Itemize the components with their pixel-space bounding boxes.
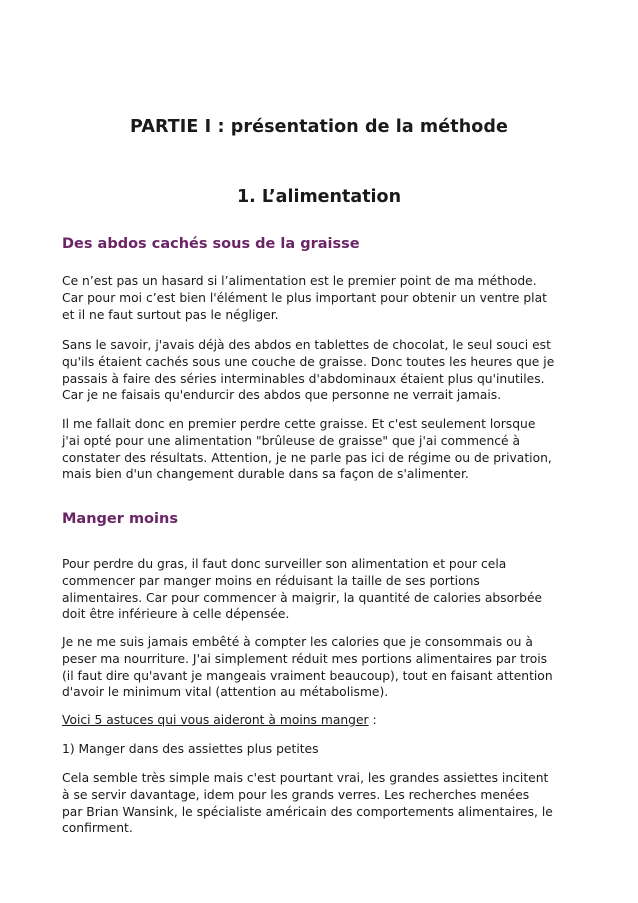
- text-line: peser ma nourriture. J'ai simplement réduit mes portions alimentaires par trois: [62, 651, 548, 666]
- text-line: Je ne me suis jamais embêté à compter les calories que je consommais ou à: [62, 635, 533, 649]
- subheading-abdos-caches: Des abdos cachés sous de la graisse: [62, 236, 360, 252]
- text-line: à se servir davantage, idem pour les grands verres. Les recherches menées: [62, 787, 530, 802]
- tips-intro-colon: :: [368, 713, 377, 727]
- paragraph: [62, 337, 582, 404]
- text-line: Sans le savoir, j'avais déjà des abdos en tablettes de chocolat, le seul souci est: [62, 338, 551, 352]
- tips-intro-line: [62, 712, 582, 729]
- tip-1-title: [62, 741, 582, 758]
- part-title: PARTIE I : présentation de la méthode: [130, 117, 508, 137]
- text-line: par Brian Wansink, le spécialiste américain des comportements alimentaires, le: [62, 804, 553, 819]
- subheading-manger-moins: Manger moins: [62, 511, 178, 527]
- text-line: Car pour moi c’est bien l'élément le plus important pour obtenir un ventre plat: [62, 290, 547, 305]
- text-line: j'ai opté pour une alimentation "brûleuse de graisse" que j'ai commencé à: [62, 433, 521, 448]
- text-line: confirment.: [62, 821, 133, 836]
- text-line: constater des résultats. Attention, je ne parle pas ici de régime ou de privation,: [62, 450, 552, 465]
- paragraph: [62, 273, 582, 323]
- text-line: 1) Manger dans des assiettes plus petites: [62, 742, 319, 756]
- tips-intro: [62, 712, 582, 729]
- text-line: mais bien d'un changement durable dans sa façon de s'alimenter.: [62, 467, 469, 482]
- paragraph: [62, 416, 582, 483]
- paragraph: [62, 770, 582, 837]
- text-line: passais à faire des séries interminables d'abdominaux étaient plus qu'inutiles.: [62, 371, 545, 386]
- text-line: qu'ils étaient cachés sous une couche de graisse. Donc toutes les heures que je: [62, 354, 555, 369]
- paragraph: [62, 556, 582, 623]
- paragraph: [62, 634, 582, 701]
- text-line: Car je ne faisais qu'endurcir des abdos que personne ne verrait jamais.: [62, 388, 502, 403]
- text-line: doit être inférieure à celle dépensée.: [62, 607, 290, 622]
- text-line: Pour perdre du gras, il faut donc surveiller son alimentation et pour cela: [62, 557, 507, 571]
- text-line: et il ne faut surtout pas le négliger.: [62, 307, 279, 322]
- text-line: Ce n’est pas un hasard si l’alimentation est le premier point de ma méthode.: [62, 274, 537, 288]
- text-line: d'avoir le minimum vital (attention au métabolisme).: [62, 685, 389, 700]
- tips-intro-link[interactable]: Voici 5 astuces qui vous aideront à moins manger: [62, 713, 369, 727]
- text-line: commencer par manger moins en réduisant la taille de ses portions: [62, 573, 480, 588]
- text-line: Cela semble très simple mais c'est pourtant vrai, les grandes assiettes incitent: [62, 771, 549, 785]
- text-line: (il faut dire qu'avant je mangeais vraiment beaucoup), tout en faisant attention: [62, 668, 553, 683]
- text-line: Il me fallait donc en premier perdre cette graisse. Et c'est seulement lorsque: [62, 417, 536, 431]
- section-title: 1. L’alimentation: [236, 187, 402, 207]
- text-line: alimentaires. Car pour commencer à maigrir, la quantité de calories absorbée: [62, 590, 543, 605]
